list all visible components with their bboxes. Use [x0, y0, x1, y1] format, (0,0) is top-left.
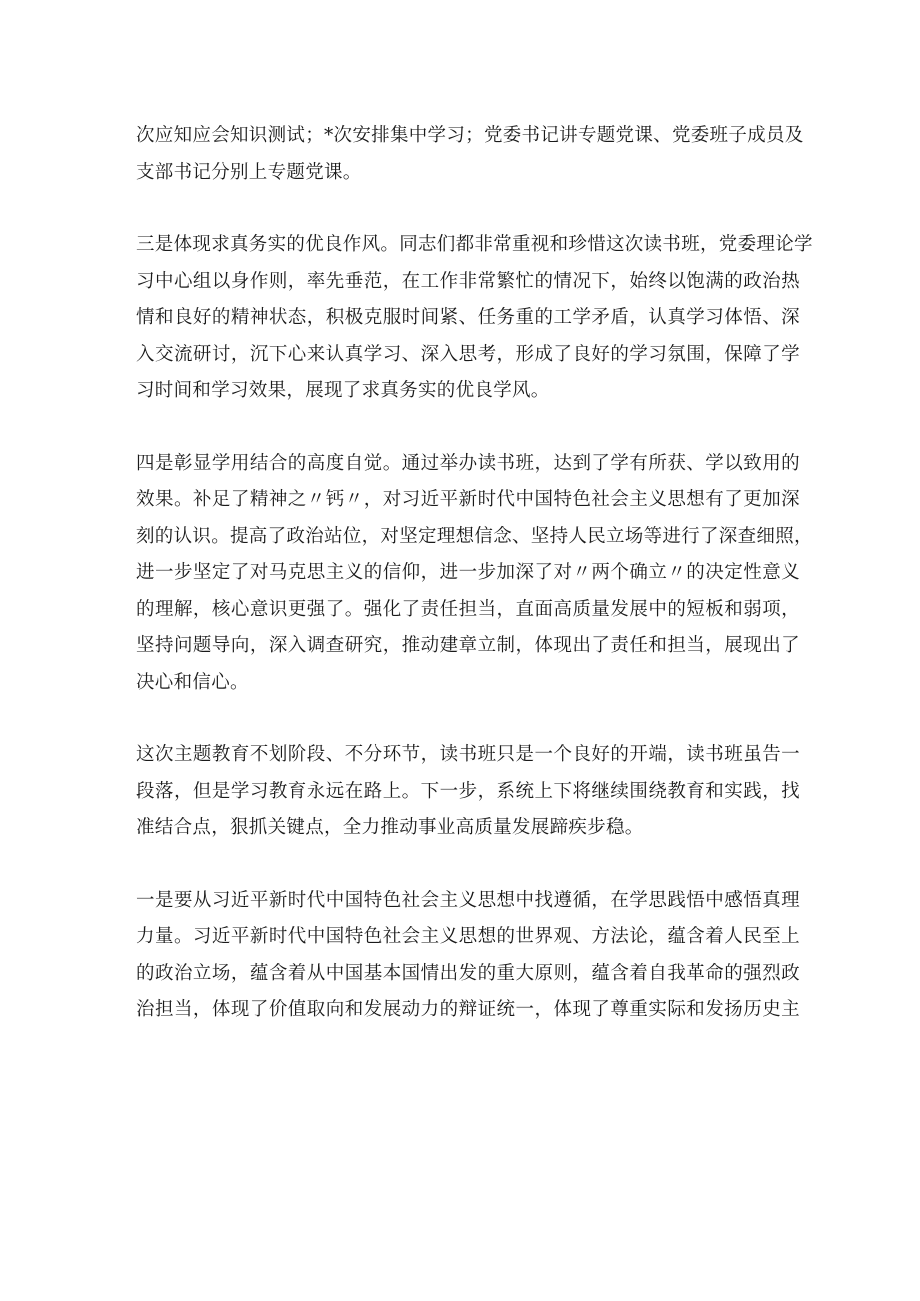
text-line: 力量。习近平新时代中国特色社会主义思想的世界观、方法论，蕴含着人民至上	[136, 926, 800, 947]
paragraph-pragmatic-style	[136, 227, 813, 410]
text-line: 习中心组以身作则，率先垂范，在工作非常繁忙的情况下，始终以饱满的政治热	[136, 270, 800, 292]
text-line: 刻的认识。提高了政治站位，对坚定理想信念、坚持人民立场等进行了深查细照，	[136, 525, 813, 547]
text-line: 一是要从习近平新时代中国特色社会主义思想中找遵循，在学思践悟中感悟真理	[136, 889, 800, 911]
text-line: 坚持问题导向，深入调查研究，推动建章立制，体现出了责任和担当，展现出了	[136, 635, 800, 656]
text-line: 情和良好的精神状态，积极克服时间紧、任务重的工学矛盾，认真学习体悟、深	[136, 307, 800, 328]
paragraph-first-task	[136, 883, 800, 1029]
text-line: 这次主题教育不划阶段、不分环节，读书班只是一个良好的开端，读书班虽告一	[136, 744, 800, 765]
text-line: 入交流研讨，沉下心来认真学习、深入思考，形成了良好的学习氛围，保障了学	[136, 343, 800, 365]
text-line: 段落，但是学习教育永远在路上。下一步，系统上下将继续围绕教育和实践，找	[136, 780, 800, 802]
text-line: 支部书记分别上专题党课。	[136, 161, 362, 183]
text-line: 效果。补足了精神之〃钙〃，对习近平新时代中国特色社会主义思想有了更加深	[136, 489, 800, 510]
paragraph-next-steps	[136, 737, 800, 847]
text-line: 的理解，核心意识更强了。强化了责任担当，直面高质量发展中的短板和弱项，	[136, 598, 800, 620]
text-line: 三是体现求真务实的优良作风。同志们都非常重视和珍惜这次读书班，党委理论学	[136, 234, 813, 255]
text-line: 进一步坚定了对马克思主义的信仰，进一步加深了对〃两个确立〃的决定性意义	[136, 562, 800, 583]
text-line: 习时间和学习效果，展现了求真务实的优良学风。	[136, 380, 550, 401]
paragraph-study-arrangements	[136, 118, 804, 191]
text-line: 治担当，体现了价值取向和发展动力的辩证统一，体现了尊重实际和发扬历史主	[136, 999, 800, 1020]
text-line: 四是彰显学用结合的高度自觉。通过举办读书班，达到了学有所获、学以致用的	[136, 452, 800, 474]
paragraph-learning-application	[136, 446, 813, 702]
text-line: 决心和信心。	[136, 671, 249, 693]
text-line: 准结合点，狠抓关键点，全力推动事业高质量发展蹄疾步稳。	[136, 817, 644, 838]
text-line: 次应知应会知识测试；*次安排集中学习；党委书记讲专题党课、党委班子成员及	[136, 125, 804, 146]
text-line: 的政治立场，蕴含着从中国基本国情出发的重大原则，蕴含着自我革命的强烈政	[136, 962, 800, 984]
document-body	[136, 118, 813, 1065]
